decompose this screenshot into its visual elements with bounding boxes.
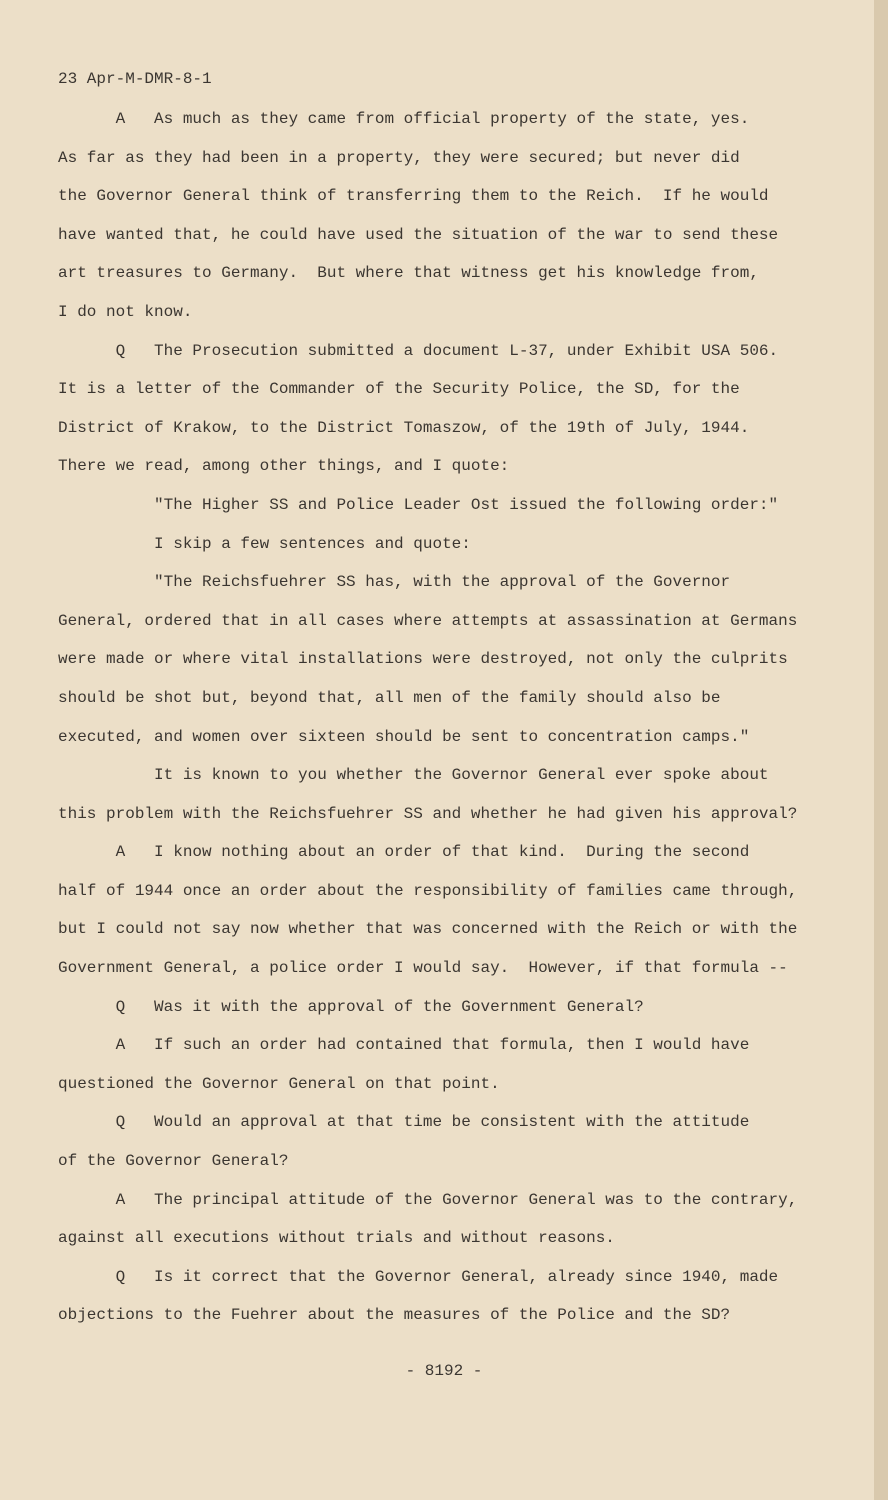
text-line: Q Is it correct that the Governor General, already since 1940, made — [58, 1267, 779, 1286]
document-body — [58, 108, 818, 1343]
text-line: art treasures to Germany. But where that witness get his knowledge from, — [58, 264, 759, 283]
text-line: General, ordered that in all cases where attempts at assassination at Germans — [58, 611, 798, 630]
text-line: against all executions without trials and without reasons. — [58, 1229, 615, 1248]
text-line: but I could not say now whether that was concerned with the Reich or with the — [58, 920, 798, 939]
text-line: It is known to you whether the Governor General ever spoke about — [58, 766, 769, 785]
text-line: A If such an order had contained that formula, then I would have — [58, 1036, 750, 1055]
text-line: As far as they had been in a property, they were secured; but never did — [58, 148, 740, 167]
text-line: I do not know. — [58, 302, 193, 321]
text-line: objections to the Fuehrer about the measures of the Police and the SD? — [58, 1306, 731, 1325]
text-line: the Governor General think of transferring them to the Reich. If he would — [58, 187, 769, 206]
text-line: District of Krakow, to the District Tomaszow, of the 19th of July, 1944. — [58, 418, 750, 437]
text-line: Government General, a police order I would say. However, if that formula -- — [58, 959, 788, 978]
text-line: Q The Prosecution submitted a document L-37, under Exhibit USA 506. — [58, 341, 779, 360]
text-line: of the Governor General? — [58, 1152, 289, 1171]
text-line: this problem with the Reichsfuehrer SS and whether he had given his approval? — [58, 804, 798, 823]
document-header: 23 Apr-M-DMR-8-1 — [58, 70, 212, 88]
page-number: - 8192 - — [405, 1362, 483, 1380]
text-line: "The Reichsfuehrer SS has, with the approval of the Governor — [58, 573, 731, 592]
text-line: "The Higher SS and Police Leader Ost issued the following order:" — [58, 495, 779, 514]
text-line: half of 1944 once an order about the responsibility of families came through, — [58, 881, 798, 900]
text-line: questioned the Governor General on that point. — [58, 1074, 500, 1093]
page-edge — [874, 0, 888, 1500]
text-line: executed, and women over sixteen should be sent to concentration camps." — [58, 727, 750, 746]
text-line: I skip a few sentences and quote: — [58, 534, 471, 553]
text-line: Q Would an approval at that time be consistent with the attitude — [58, 1113, 750, 1132]
text-line: Q Was it with the approval of the Government General? — [58, 997, 644, 1016]
text-line: A I know nothing about an order of that kind. During the second — [58, 843, 750, 862]
text-line: were made or where vital installations were destroyed, not only the culprits — [58, 650, 788, 669]
text-line: There we read, among other things, and I quote: — [58, 457, 510, 476]
text-line: have wanted that, he could have used the situation of the war to send these — [58, 225, 779, 244]
text-line: It is a letter of the Commander of the Security Police, the SD, for the — [58, 380, 740, 399]
text-line: A The principal attitude of the Governor General was to the contrary, — [58, 1190, 798, 1209]
text-line: should be shot but, beyond that, all men of the family should also be — [58, 688, 721, 707]
text-line: A As much as they came from official property of the state, yes. — [58, 110, 750, 128]
